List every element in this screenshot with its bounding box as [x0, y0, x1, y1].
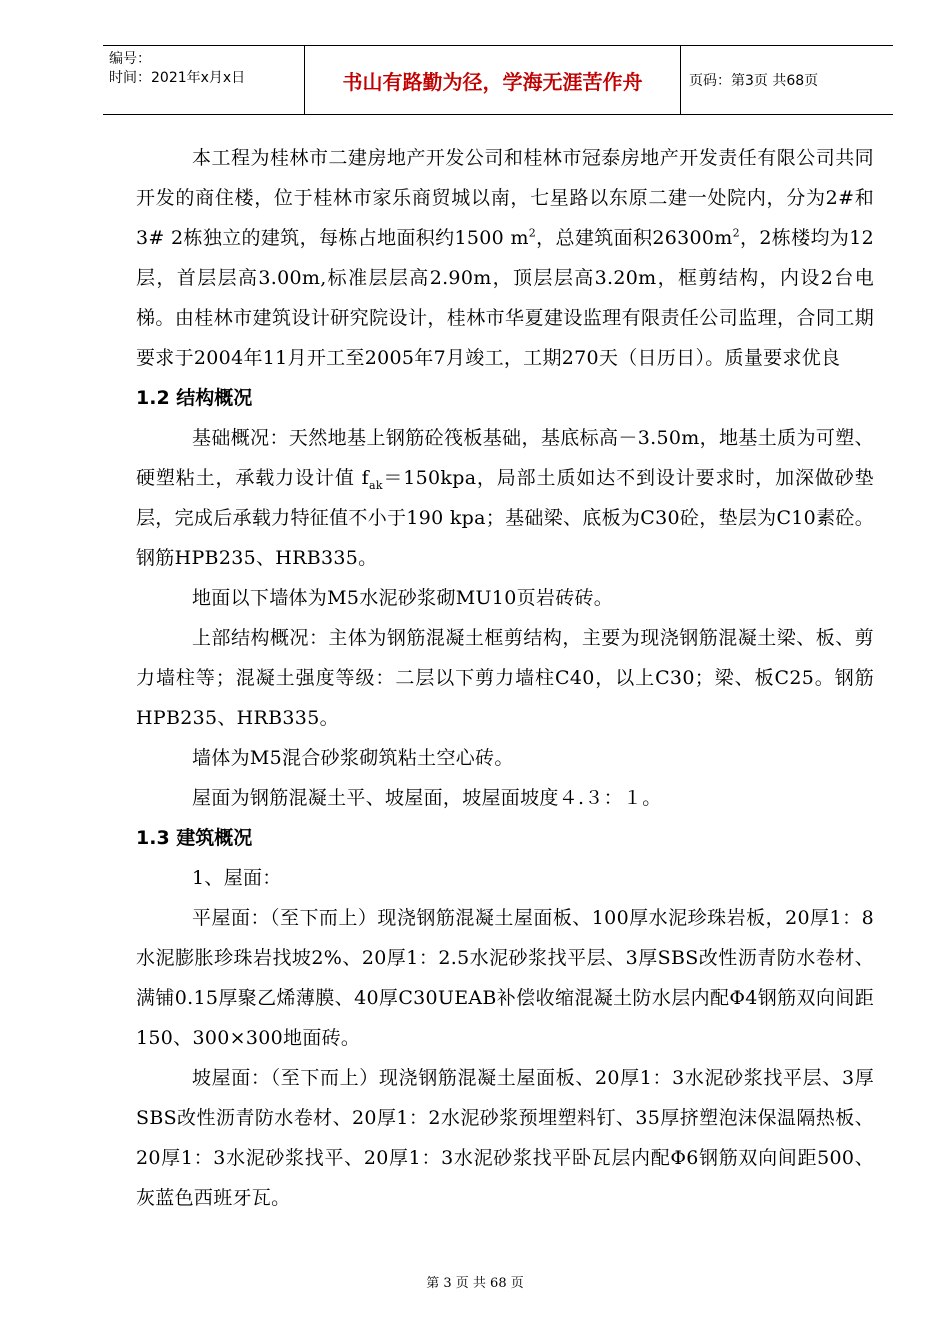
- section-heading-structure: 1.2 结构概况: [136, 387, 253, 409]
- below-ground-wall-paragraph: 地面以下墙体为M5水泥砂浆砌MU10页岩砖砖。: [192, 587, 614, 609]
- superscript: 2: [732, 226, 740, 240]
- overview-text-1: 本工程为桂林市二建房地产开发公司和桂林市冠泰房地产开发责任有限公司共同开发的商住楼，位于桂林市家乐商贸城以南，七星路以东原二建一处院内，分为2#和3# 2栋独立的建筑，每栋占地面积约1500 m: [136, 147, 874, 249]
- overview-text-2: ，总建筑面积26300m: [536, 227, 733, 249]
- header-meta: [103, 46, 305, 114]
- roof-title: 1、屋面：: [192, 867, 282, 889]
- wall-paragraph: 墙体为M5混合砂浆砌筑粘土空心砖。: [192, 747, 514, 769]
- header-motto: 书山有路勤为径，学海无涯苦作舟: [305, 46, 681, 114]
- foundation-paragraph: [136, 418, 874, 578]
- overview-text-3: ，2栋楼均为12层，首层层高3.00m,标准层层高2.90m，顶层层高3.20m，框剪结构，内设2台电梯。由桂林市建筑设计研究院设计，桂林市华夏建设监理有限责任公司监理，合同工期要求于2004年11月开工至2005年7月竣工，工期270天（日历日）。质量要求优良: [136, 227, 875, 369]
- superscript: 2: [528, 226, 537, 240]
- upper-structure-paragraph: 上部结构概况：主体为钢筋混凝土框剪结构，主要为现浇钢筋混凝土梁、板、剪力墙柱等；混凝土强度等级：二层以下剪力墙柱C40，以上C30；梁、板C25。钢筋HPB235、HRB335。: [136, 627, 874, 729]
- serial-label: 编号：: [109, 51, 151, 67]
- roof-description-paragraph: 屋面为钢筋混凝土平、坡屋面，坡屋面坡度４.３：１。: [192, 787, 662, 809]
- project-overview-paragraph: [136, 138, 874, 378]
- section-heading-architecture: 1.3 建筑概况: [136, 827, 253, 849]
- foundation-text-1: 基础概况：天然地基上钢筋砼筏板基础，基底标高－3.50m，地基土质为可塑、硬塑粘土，承载力设计值 f: [136, 427, 874, 489]
- document-body: [136, 138, 874, 1218]
- page-footer: 第 3 页 共 68 页: [426, 1276, 524, 1291]
- flat-roof-paragraph: 平屋面：（至下而上）现浇钢筋混凝土屋面板、100厚水泥珍珠岩板，20厚1：8水泥膨胀珍珠岩找坡2%、20厚1：2.5水泥砂浆找平层、3厚SBS改性沥青防水卷材、满铺0.15厚聚乙烯薄膜、40厚C30UEAB补偿收缩混凝土防水层内配Φ4钢筋双向间距150、300×300地面砖。: [136, 907, 874, 1049]
- slope-roof-paragraph: 坡屋面：（至下而上）现浇钢筋混凝土屋面板、20厚1：3水泥砂浆找平层、3厚SBS改性沥青防水卷材、20厚1：2水泥砂浆预埋塑料钉、35厚挤塑泡沫保温隔热板、20厚1：3水泥砂浆找平、20厚1：3水泥砂浆找平卧瓦层内配Φ6钢筋双向间距500、灰蓝色西班牙瓦。: [136, 1067, 874, 1209]
- time-label: 时间：2021年x月x日: [109, 70, 246, 86]
- page-header: [103, 45, 893, 115]
- foundation-text-2: ＝150kpa，局部土质如达不到设计要求时，加深做砂垫层，完成后承载力特征值不小于190 kpa；基础梁、底板为C30砼，垫层为C10素砼。钢筋HPB235、HRB335。: [136, 467, 874, 569]
- header-page-info: 页码：第3页 共68页: [689, 73, 819, 89]
- subscript: ak: [368, 478, 383, 492]
